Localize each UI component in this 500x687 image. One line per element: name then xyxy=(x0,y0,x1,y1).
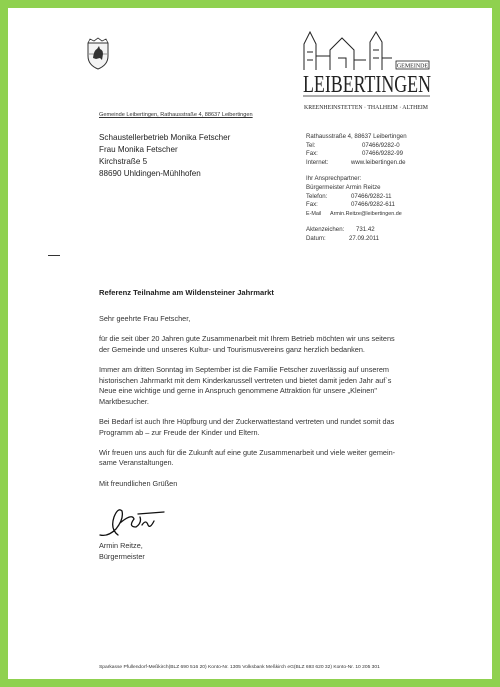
recipient-line: 88690 Uhldingen-Mühlhofen xyxy=(99,169,201,178)
leibertingen-logo xyxy=(300,30,432,122)
closing: Mit freundlichen Grüßen xyxy=(99,478,178,488)
letter-subject: Referenz Teilnahme am Wildensteiner Jahrmarkt xyxy=(99,288,274,297)
salutation: Sehr geehrte Frau Fetscher, xyxy=(99,314,191,323)
contact-internet: Internet: www.leibertingen.de xyxy=(306,158,406,166)
body-paragraph: Immer am dritten Sonntag im September ist die Familie Fetscher zuverlässig auf unserem historischen Jahrmarkt mit dem Kinderkarussell vertreten und bietet damit jeden Jahr auf`s Neue eine wichtige und gerne in Anspruch genommene Attraktion für unsere „Kleinen" Marktbesucher. xyxy=(99,364,392,406)
recipient-line: Kirchstraße 5 xyxy=(99,157,148,166)
logo-name-text: LEIBERTINGEN xyxy=(303,72,431,98)
body-paragraph: für die seit über 20 Jahren gute Zusammenarbeit mit Ihrem Betrieb möchten wir uns seitens der Gemeinde und unseres Kultur- und Tourismusvereins ganz herzlich bedanken. xyxy=(99,334,395,354)
contact-block xyxy=(306,133,407,244)
body-paragraph: Bei Bedarf ist auch Ihre Hüpfburg und der Zuckerwattestand vertreten und rundet somit das Programm ab – zur Freude der Kinder und Eltern. xyxy=(99,416,395,437)
logo-villages-text: KREENHEINSTETTEN · THALHEIM · ALTHEIM xyxy=(304,105,429,111)
fold-mark xyxy=(48,255,60,256)
bank-footer: Sparkasse Pfullendorf-Meßkirch(BLZ 690 516 20) Konto-Nr. 1305 Volksbank Meßkirch eG(BLZ 693 620 32) Konto-Nr. 10 205 301 xyxy=(99,665,380,670)
handwritten-signature xyxy=(98,505,166,540)
letter-body xyxy=(99,314,439,499)
logo-gemeinde-text: GEMEINDE xyxy=(396,63,429,70)
contact-partner-label: Ihr Ansprechpartner: xyxy=(306,175,362,183)
recipient-line: Frau Monika Fetscher xyxy=(99,145,178,154)
contact-email: E-Mail Armin.Reitze@leibertingen.de xyxy=(306,210,402,217)
contact-reference: Aktenzeichen: 731.42 xyxy=(306,226,375,234)
signer-title: Bürgermeister xyxy=(99,551,145,561)
signer-name: Armin Reitze, xyxy=(99,541,143,550)
contact-date: Datum: 27.09.2011 xyxy=(306,234,380,242)
contact-partner-name: Bürgermeister Armin Reitze xyxy=(306,183,381,191)
contact-partner-tel: Telefon: 07466/9282-11 xyxy=(306,192,392,200)
recipient-address xyxy=(99,132,230,180)
contact-partner-fax: Fax: 07466/9282-611 xyxy=(306,201,395,209)
contact-tel: Tel: 07466/9282-0 xyxy=(306,141,400,149)
contact-fax: Fax: 07466/9282-99 xyxy=(306,150,404,158)
recipient-line: Schaustellerbetrieb Monika Fetscher xyxy=(99,133,231,142)
body-paragraph: Wir freuen uns auch für die Zukunft auf eine gute Zusammenarbeit und viele weiter gemein- same Veranstaltungen. xyxy=(99,447,396,468)
coat-of-arms-icon xyxy=(85,36,111,70)
sender-address-line: Gemeinde Leibertingen, Rathausstraße 4, 88637 Leibertingen xyxy=(99,112,253,118)
signer-block xyxy=(99,541,145,562)
contact-address: Rathausstraße 4, 88637 Leibertingen xyxy=(306,133,407,140)
letter-page xyxy=(8,8,492,679)
